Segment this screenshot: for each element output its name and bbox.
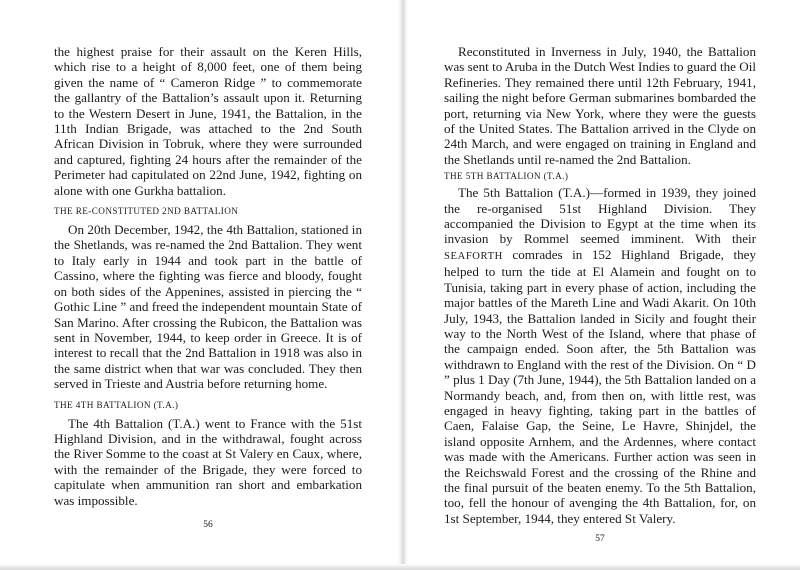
left-heading-4th-battalion: THE 4TH BATTALION (T.A.) [54, 399, 179, 410]
left-page [54, 44, 362, 530]
left-paragraph-1: the highest praise for their assault on the Keren Hills, which rise to a height of 8,000 feet, one of them being given the name of “ Cameron Ridge ” to commemorate the gallantry of the Battalion’s assault upon it. Returning to the Western Desert in June, 1941, the Battalion, in the 11th Indian Brigade, was attached to the 2nd South African Division in Tobruk, where they were surrounded and captured, fighting 24 hours after the remainder of the Perimeter had capitulated on 22nd June, 1942, fighting on alone with one Gurkha battalion. [54, 44, 362, 198]
right-paragraph-2-part-b: comrades in 152 Highland Brigade, they helped to turn the tide at El Alamein and fought on to Tunisia, taking part in every phase of action, including the major battles of the Mareth Line and Wadi Akarit. On 10th July, 1943, the Battalion landed in Sicily and fought their way to the North West of the Island, where that phase of the campaign ended. Soon after, the 5th Battalion was withdrawn to England with the rest of the Division. On “ D ” plus 1 Day (7th June, 1944), the 5th Battalion landed on a Normandy beach, and, from then on, with little rest, was engaged in heavy fighting, taking part in the battles of Caen, Falaise Gap, the Seine, Le Havre, Shinjdel, the island opposite Arnhem, and the Ardennes, where contact was made with the Americans. Further action was seen in the Reichswald Forest and the crossing of the Rhine and the final pursuit of the beaten enemy. To the 5th Battalion, too, fell the honour of avenging the 4th Battalion, for, on 1st September, 1944, they entered St Valery. [444, 246, 757, 526]
right-paragraph-2-part-a: The 5th Battalion (T.A.)—formed in 1939, they joined the re-organised 51st Highland Division. They accompanied the Division to Egypt at the time when its invasion by Rommel seemed imminent. With their [444, 185, 756, 247]
right-paragraph-1: Reconstituted in Inverness in July, 1940, the Battalion was sent to Aruba in the Dutch West Indies to guard the Oil Refineries. They remained there until 12th February, 1941, sailing the night before German submarines bombarded the port, returning via New York, where they were the guests of the United States. The Battalion arrived in the Clyde on 24th March, and were engaged on training in England and the Shetlands until re-named the 2nd Battalion. [444, 44, 756, 167]
left-heading-reconstituted-2nd: THE RE-CONSTITUTED 2ND BATTALION [54, 206, 239, 217]
page-edge-shadow [0, 564, 800, 570]
seaforth-small-caps: SEAFORTH [444, 250, 503, 262]
right-page [444, 44, 756, 544]
book-gutter [398, 0, 408, 570]
left-page-number: 56 [203, 519, 213, 530]
left-paragraph-2: On 20th December, 1942, the 4th Battalion, stationed in the Shetlands, was re-named the 2nd Battalion. They went to Italy early in 1944 and took part in the battle of Cassino, where the fighting was fierce and bloody, fought on both sides of the Appenines, assisted in piercing the “ Gothic Line ” and freed the independent mountain State of San Marino. After crossing the Rubicon, the Battalion was sent in November, 1944, to keep order in Greece. It is of interest to recall that the 2nd Battalion in 1918 was also in the same district when that war was concluded. They then served in Trieste and Austria before returning home. [54, 222, 362, 392]
left-paragraph-3: The 4th Battalion (T.A.) went to France with the 51st Highland Division, and in the withdrawal, fought across the River Somme to the coast at St Valery en Caux, where, with the remainder of the Brigade, they were forced to capitulate when ammunition ran short and embarkation was impossible. [54, 415, 362, 508]
right-page-number: 57 [595, 534, 605, 545]
right-paragraph-2 [444, 185, 756, 526]
right-heading-5th-battalion: THE 5TH BATTALION (T.A.) [444, 171, 569, 182]
